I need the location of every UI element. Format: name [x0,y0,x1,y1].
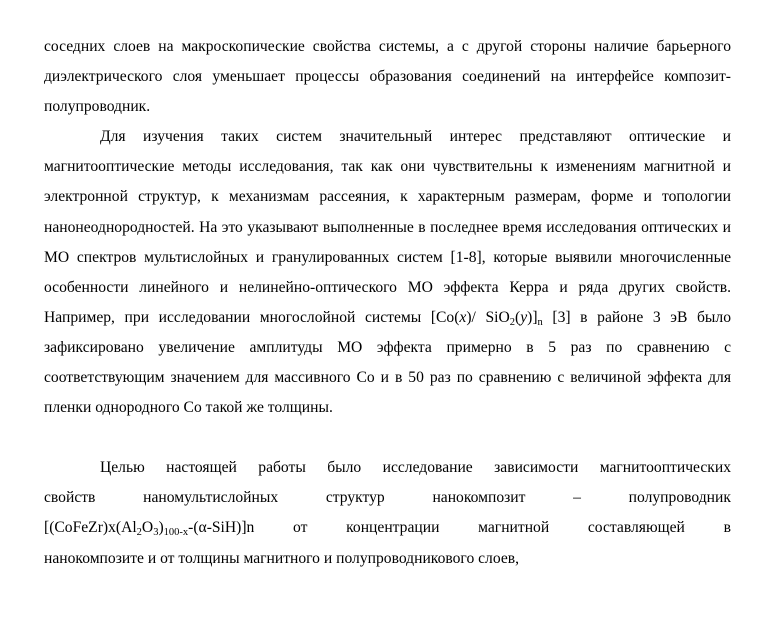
goal-word: магнитной [478,519,550,537]
goal-word: наномультислойных [143,489,279,507]
paragraph-methods-text-5: [3] в районе 3 эВ было зафиксировано увеличение амплитуды МО эффекта примерно в 5 раз по сравнению с соответствующим значением для массивного Co и в 50 раз по сравнению с величиной эффекта для пленки однородного Co такой же толщины. [44,308,731,417]
subscript-2: 2 [509,316,515,328]
goal-word: – [573,489,581,507]
formula-subscript: 3 [153,527,159,539]
formula-subscript: 2 [136,527,142,539]
goal-word: в [723,519,731,537]
paragraph-goal [44,453,731,573]
paragraph-methods-text-2: )/ SiO [466,308,510,326]
goal-line-2 [44,483,731,513]
goal-word: свойств [44,489,96,507]
formula-part: -(α-SiH)]n [188,519,255,537]
var-x: x [459,308,467,326]
paragraph-methods-text-4: )] [527,308,538,326]
paragraph-methods-text-3: ( [515,308,521,326]
goal-word: нанокомпозит [432,489,526,507]
goal-line-1: Целью настоящей работы было исследование зависимости магнитооптических [100,459,731,477]
goal-word: составляющей [587,519,685,537]
goal-word: структур [325,489,385,507]
formula-part: [(CoFeZr)x(Al [44,519,137,537]
goal-word: полупроводник [628,489,731,507]
goal-line-4: нанокомпозите и от толщины магнитного и полупроводникового слоев, [44,549,520,567]
var-y: y [520,308,528,326]
goal-line-3 [44,513,731,543]
paragraph-methods [44,122,731,423]
paragraph-gap [44,423,731,453]
formula-part: ) [158,519,164,537]
paragraph-methods-text-1: Для изучения таких систем значительный интерес представляют оптические и магнитооптические методы исследования, так как они чувствительны к изменениям магнитной и электронной структур, к механизмам рассеяния, к характерным размерам, форме и топологии нанонеоднородностей. На это указывают выполненные в последнее время исследования оптических и МО спектров мультислойных и гранулированных систем [1-8], которые выявили многочисленные особенности линейного и нелинейно-оптического МО эффекта Керра и ряда других свойств. Например, при исследовании многослойной системы [Co( [44,128,731,326]
chemical-formula [44,513,254,543]
goal-word: от [293,519,308,537]
goal-word: концентрации [346,519,440,537]
formula-subscript: 100-x [163,527,189,539]
subscript-n: n [537,316,543,328]
formula-part: O [141,519,154,537]
paragraph-intro-continuation: соседних слоев на макроскопические свойства системы, а с другой стороны наличие барьерного диэлектрического слоя уменьшает процессы образования соединений на интерфейсе композит-полупроводник. [44,38,731,116]
